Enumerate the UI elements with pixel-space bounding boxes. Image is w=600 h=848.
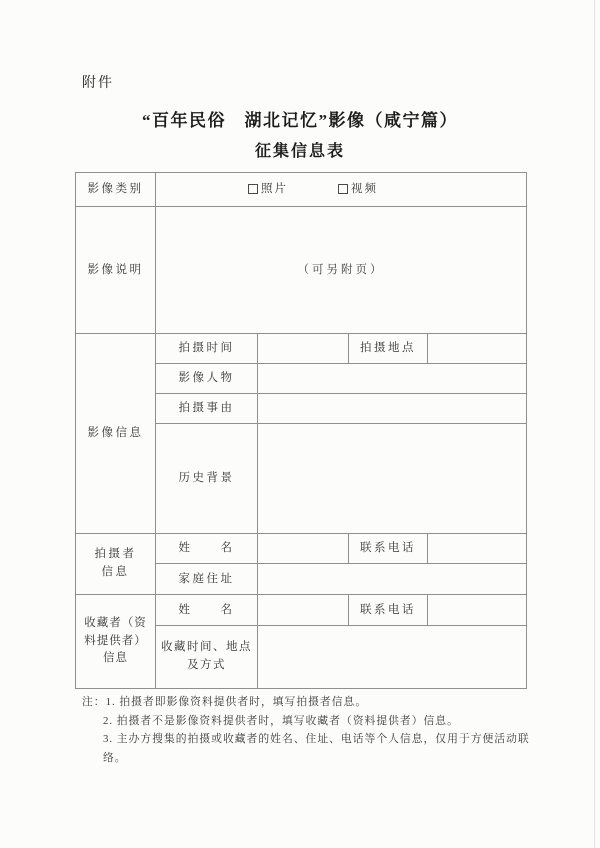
video-checkbox-icon[interactable] [338,184,348,194]
image-people-label: 影像人物 [156,364,258,394]
footnote-line-3: 3. 主办方搜集的拍摄或收藏者的姓名、住址、电话等个人信息，仅用于方便活动联络。 [103,733,530,764]
photo-checkbox-label: 照片 [261,183,288,196]
attachment-label: 附件 [82,76,114,91]
photographer-address-label: 家庭住址 [156,564,258,595]
image-description-label: 影像说明 [76,207,156,334]
image-category-label: 影像类别 [76,173,156,207]
shoot-reason-field[interactable] [258,394,527,424]
shoot-place-field[interactable] [428,334,527,364]
document-title-line2: 征集信息表 [254,143,345,160]
image-category-options [156,173,527,207]
collection-info-table [75,172,527,689]
footnotes [82,693,542,767]
photographer-phone-field[interactable] [428,534,527,564]
video-checkbox-option[interactable] [338,180,378,198]
shoot-reason-label: 拍摄事由 [156,394,258,424]
shoot-time-field[interactable] [258,334,349,364]
shoot-place-label: 拍摄地点 [349,334,428,364]
photographer-name-label: 姓 名 [156,534,258,564]
collection-time-place-field[interactable] [258,626,527,689]
collector-phone-label: 联系电话 [349,595,428,626]
shoot-time-label: 拍摄时间 [156,334,258,364]
photographer-phone-label: 联系电话 [349,534,428,564]
collector-name-field[interactable] [258,595,349,626]
image-info-section-label: 影像信息 [76,334,156,534]
collector-section-label: 收藏者（资 料提供者） 信息 [76,595,156,689]
collector-phone-field[interactable] [428,595,527,626]
footnote-line-1: 注：1. 拍摄者即影像资料提供者时，填写拍摄者信息。 [82,696,368,708]
collection-time-place-label: 收藏时间、地点 及方式 [156,626,258,689]
image-description-field[interactable]: （可另附页） [156,207,527,334]
footnote-prefix: 注： [82,696,106,708]
image-people-field[interactable] [258,364,527,394]
photographer-name-field[interactable] [258,534,349,564]
photo-checkbox-icon[interactable] [248,184,258,194]
photographer-section-label: 拍摄者 信息 [76,534,156,595]
photographer-address-field[interactable] [258,564,527,595]
photo-checkbox-option[interactable] [248,180,288,198]
history-background-label: 历史背景 [156,424,258,534]
footnote-line-2: 2. 拍摄者不是影像资料提供者时，填写收藏者（资料提供者）信息。 [103,714,459,727]
collector-name-label: 姓 名 [156,595,258,626]
video-checkbox-label: 视频 [351,183,378,196]
history-background-field[interactable] [258,424,527,534]
document-title-line1: “百年民俗 湖北记忆”影像（咸宁篇） [142,111,458,130]
